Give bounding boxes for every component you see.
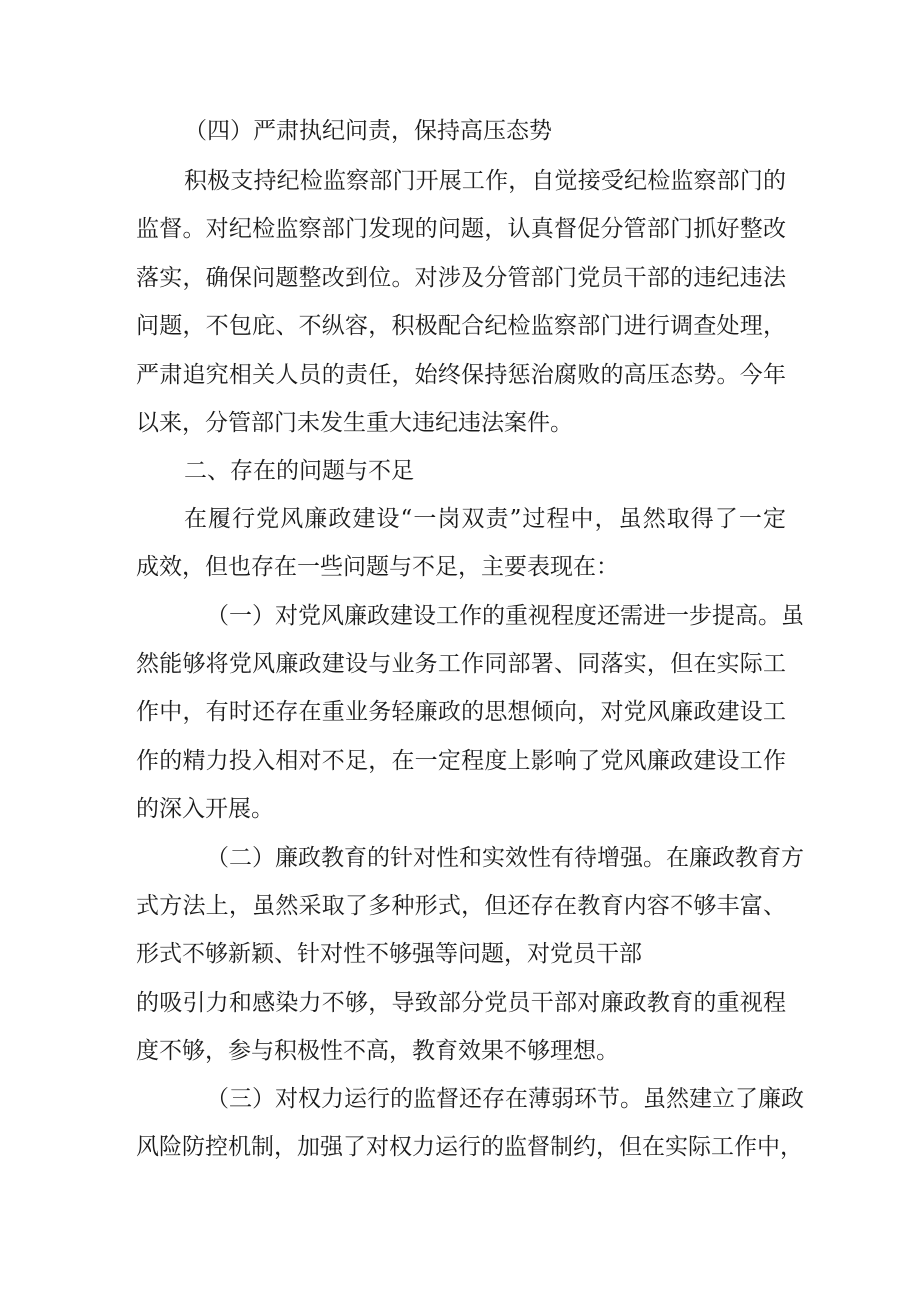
- section-heading: （四）严肃执纪问责，保持高压态势: [184, 118, 552, 144]
- paragraph-line: 落实，确保问题整改到位。对涉及分管部门党员干部的违纪违法: [136, 265, 786, 291]
- paragraph-line: 积极支持纪检监察部门开展工作，自觉接受纪检监察部门的: [184, 168, 786, 194]
- paragraph-line: 式方法上，虽然采取了多种形式，但还存在教育内容不够丰富、: [136, 893, 786, 919]
- paragraph-line: （三）对权力运行的监督还存在薄弱环节。虽然建立了廉政: [206, 1086, 804, 1112]
- paragraph-line: 成效，但也存在一些问题与不足，主要表现在：: [136, 554, 619, 580]
- paragraph-line: 的吸引力和感染力不够，导致部分党员干部对廉政教育的重视程: [136, 990, 786, 1016]
- paragraph-line: 度不够，参与积极性不高，教育效果不够理想。: [136, 1038, 619, 1064]
- paragraph-line: 然能够将党风廉政建设与业务工作同部署、同落实，但在实际工: [136, 651, 786, 677]
- paragraph-line: （二）廉政教育的针对性和实效性有待增强。在廉政教育方: [206, 845, 804, 871]
- part-heading: 二、存在的问题与不足: [184, 458, 414, 484]
- paragraph-line: 风险防控机制，加强了对权力运行的监督制约，但在实际工作中，: [136, 1134, 803, 1160]
- paragraph-line: 问题，不包庇、不纵容，积极配合纪检监察部门进行调查处理，: [136, 313, 786, 339]
- paragraph-line: 形式不够新颖、针对性不够强等问题，对党员干部: [136, 941, 642, 967]
- paragraph-line: 监督。对纪检监察部门发现的问题，认真督促分管部门抓好整改: [136, 216, 786, 242]
- paragraph-line: 以来，分管部门未发生重大违纪违法案件。: [136, 410, 573, 436]
- paragraph-line: （一）对党风廉政建设工作的重视程度还需进一步提高。虽: [206, 603, 804, 629]
- paragraph-line: 作中，有时还存在重业务轻廉政的思想倾向，对党风廉政建设工: [136, 699, 786, 725]
- paragraph-line: 严肃追究相关人员的责任，始终保持惩治腐败的高压态势。今年: [136, 362, 786, 388]
- paragraph-line: 作的精力投入相对不足，在一定程度上影响了党风廉政建设工作: [136, 748, 786, 774]
- paragraph-line: 的深入开展。: [136, 796, 274, 822]
- paragraph-line: 在履行党风廉政建设“一岗双责”过程中，虽然取得了一定: [184, 506, 786, 532]
